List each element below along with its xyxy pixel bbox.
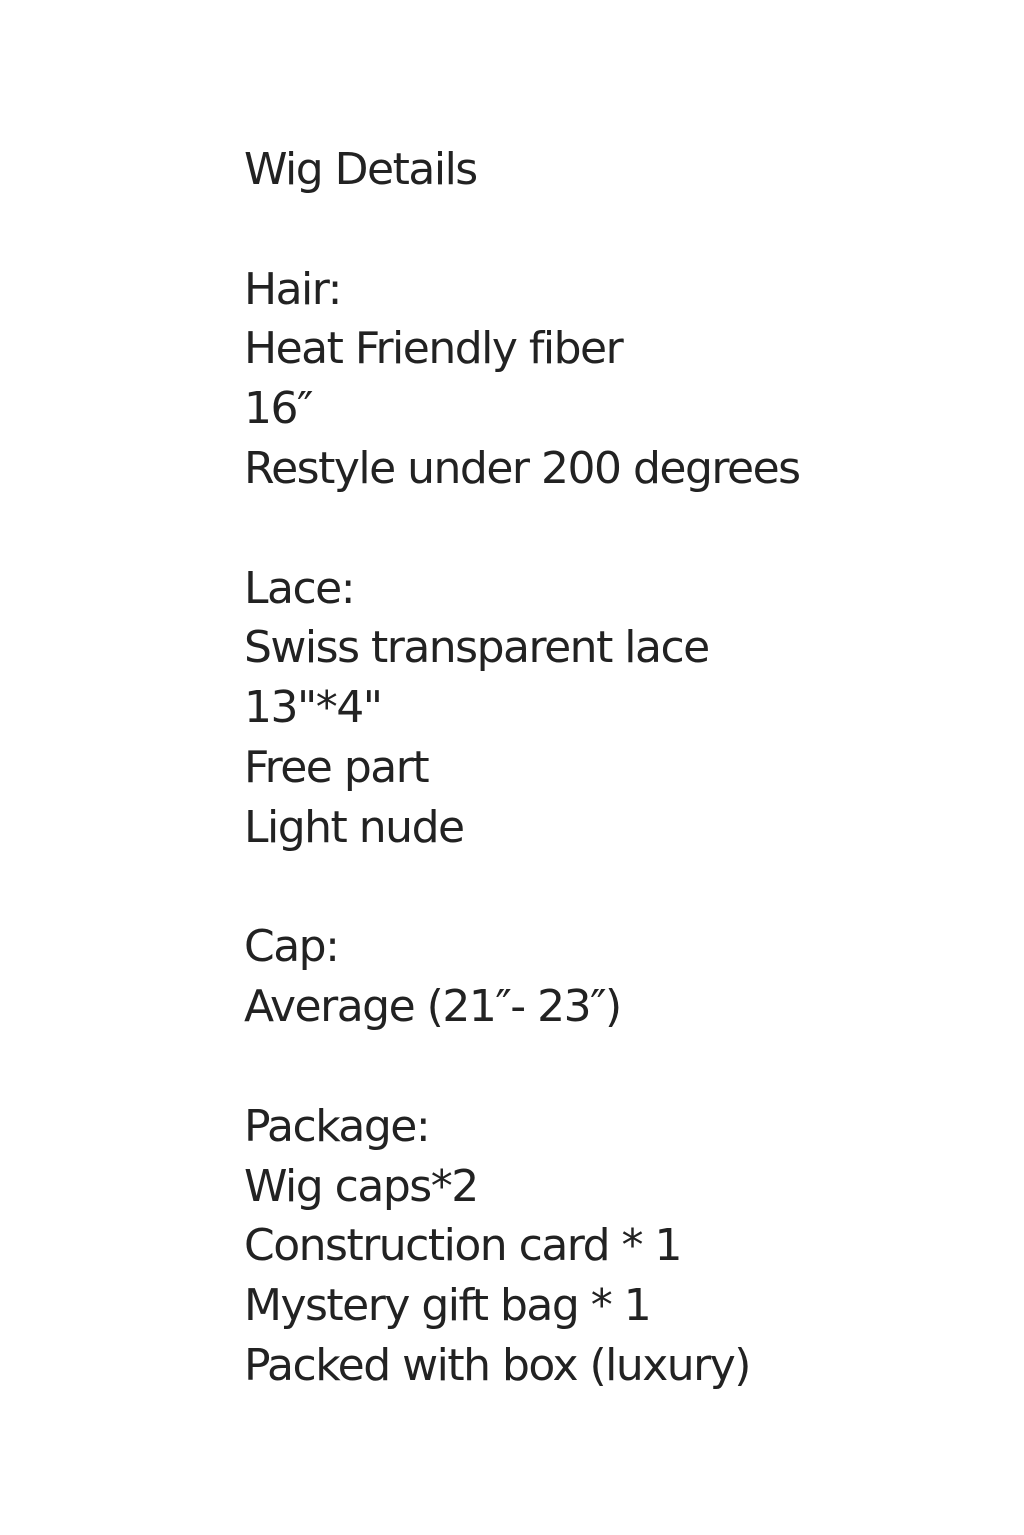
spacer (244, 499, 984, 559)
wig-details-document (244, 140, 984, 1396)
hair-heading: Hair: (244, 263, 341, 315)
lace-part-line: Free part (244, 741, 429, 793)
cap-size-line: Average (21″- 23″) (244, 981, 621, 1033)
lace-color-line: Light nude (244, 801, 464, 853)
lace-heading: Lace: (244, 562, 355, 614)
spacer (244, 858, 984, 918)
package-construction-card-line: Construction card * 1 (244, 1220, 682, 1272)
hair-restyle-line: Restyle under 200 degrees (244, 442, 800, 494)
package-gift-bag-line: Mystery gift bag * 1 (244, 1280, 651, 1332)
spacer (244, 200, 984, 260)
spacer (244, 1037, 984, 1097)
package-heading: Package: (244, 1100, 430, 1152)
hair-length-line: 16″ (244, 383, 312, 435)
hair-section (244, 260, 984, 499)
package-section (244, 1097, 984, 1396)
lace-type-line: Swiss transparent lace (244, 622, 709, 674)
document-title: Wig Details (244, 144, 477, 195)
package-box-line: Packed with box (luxury) (244, 1339, 750, 1391)
lace-size-line: 13"*4" (244, 682, 382, 734)
hair-fiber-line: Heat Friendly fiber (244, 323, 623, 375)
cap-section (244, 917, 984, 1037)
lace-section (244, 559, 984, 858)
package-wig-caps-line: Wig caps*2 (244, 1160, 478, 1212)
cap-heading: Cap: (244, 921, 339, 973)
